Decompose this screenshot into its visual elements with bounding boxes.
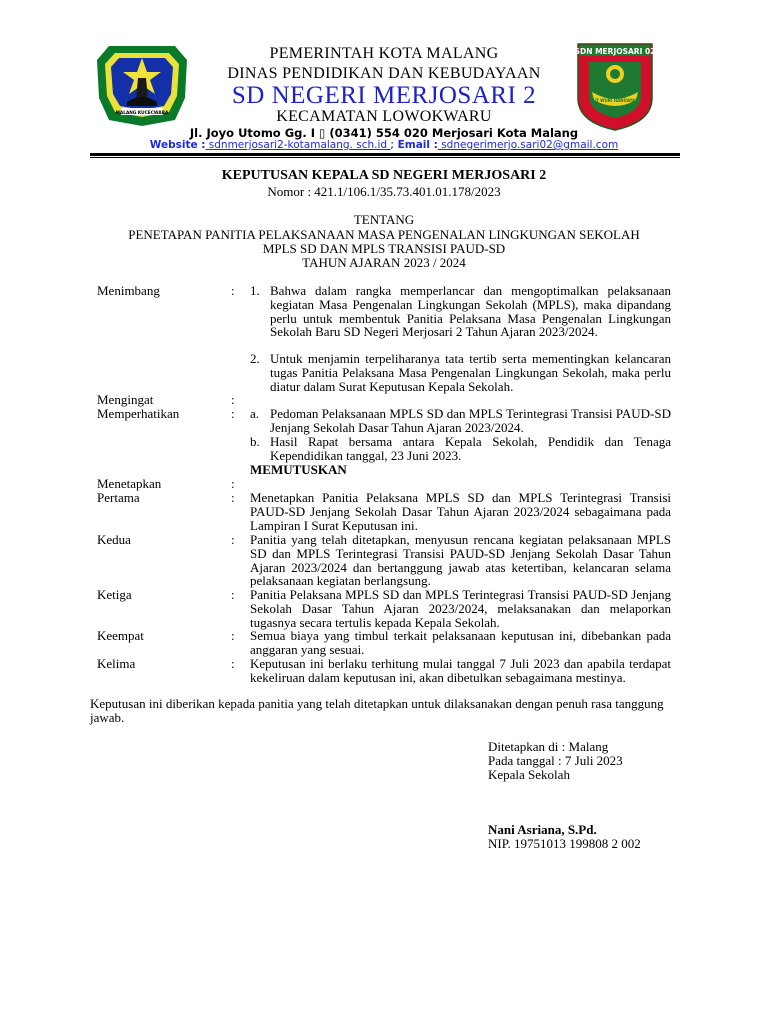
closing-statement: Keputusan ini diberikan kepada panitia yang telah ditetapkan untuk dilaksanakan dengan penuh rasa tanggung jawab. bbox=[90, 696, 664, 725]
memperhatikan-item-b: Hasil Rapat bersama antara Kepala Sekolah, Pendidik dan Tenaga Kependidikan tanggal, 23 Juni 2023. bbox=[270, 434, 671, 463]
item-number: 2. bbox=[250, 351, 260, 366]
signature-place: Ditetapkan di : Malang bbox=[488, 739, 609, 754]
colon: : bbox=[231, 406, 235, 421]
svg-text:SDN MERJOSARI 02: SDN MERJOSARI 02 bbox=[574, 47, 656, 56]
email-label: Email : bbox=[393, 139, 438, 151]
label-kedua: Kedua bbox=[97, 532, 131, 547]
header-rule-thick bbox=[90, 153, 680, 156]
pertama-text: Menetapkan Panitia Pelaksana MPLS SD dan MPLS Terintegrasi Transisi PAUD-SD Jenjang Sekolah Dasar Tahun Ajaran 2023/2024 sebagaimana pada Lampiran I Surat Keputusan ini. bbox=[250, 490, 671, 533]
signatory-nip: NIP. 19751013 199808 2 002 bbox=[488, 836, 641, 851]
colon: : bbox=[231, 587, 235, 602]
label-ketiga: Ketiga bbox=[97, 587, 132, 602]
decree-subject-line-2: MPLS SD DAN MPLS TRANSISI PAUD-SD bbox=[262, 241, 506, 256]
government-name: PEMERINTAH KOTA MALANG bbox=[269, 45, 499, 62]
item-letter: b. bbox=[250, 434, 260, 449]
contact-line bbox=[0, 139, 768, 151]
svg-text:TUT WURI HANDAYANI: TUT WURI HANDAYANI bbox=[590, 98, 640, 103]
colon: : bbox=[231, 656, 235, 671]
colon: : bbox=[231, 490, 235, 505]
item-letter: a. bbox=[250, 406, 260, 421]
colon: : bbox=[231, 283, 235, 298]
svg-text:MALANG KUCECWARA: MALANG KUCECWARA bbox=[115, 111, 169, 116]
colon: : bbox=[231, 532, 235, 547]
website-link[interactable]: sdnmerjosari2-kotamalang. sch.id bbox=[205, 139, 391, 151]
label-pertama: Pertama bbox=[97, 490, 140, 505]
label-memperhatikan: Memperhatikan bbox=[97, 406, 180, 421]
label-mengingat: Mengingat bbox=[97, 392, 154, 407]
memperhatikan-item-a: Pedoman Pelaksanaan MPLS SD dan MPLS Terintegrasi Transisi PAUD-SD Jenjang Sekolah Dasar Tahun Ajaran 2023/2024. bbox=[270, 406, 671, 435]
memutuskan-heading: MEMUTUSKAN bbox=[250, 462, 347, 477]
menimbang-item-2: Untuk menjamin terpeliharanya tata tertib serta mementingkan kelancaran tugas Panitia Pelaksana Masa Pengenalan Lingkungan Sekolah, maka perlu diatur dalam Surat Keputusan Kepala Sekolah. bbox=[270, 351, 671, 394]
school-name: SD NEGERI MERJOSARI 2 bbox=[231, 82, 537, 109]
tentang-heading: TENTANG bbox=[353, 212, 415, 227]
label-menetapkan: Menetapkan bbox=[97, 476, 162, 491]
signatory-name: Nani Asriana, S.Pd. bbox=[488, 822, 597, 837]
decree-subject-line-3: TAHUN AJARAN 2023 / 2024 bbox=[302, 255, 466, 270]
department-name: DINAS PENDIDIKAN DAN KEBUDAYAAN bbox=[227, 65, 541, 82]
keempat-text: Semua biaya yang timbul terkait pelaksanaan keputusan ini, dibebankan pada anggaran yang sesuai. bbox=[250, 628, 671, 657]
decree-subject-line-1: PENETAPAN PANITIA PELAKSANAAN MASA PENGENALAN LINGKUNGAN SEKOLAH bbox=[128, 227, 640, 242]
menimbang-item-1: Bahwa dalam rangka memperlancar dan mengoptimalkan pelaksanaan kegiatan Masa Pengenalan Lingkungan Sekolah (MPLS), maka dipandang perlu untuk membentuk Panitia Pelaksana Masa Pengenalan Lingkungan Sekolah Baru SD Negeri Merjosari 2 Tahun Ajaran 2023/2024. bbox=[270, 283, 671, 340]
header-rule-thin bbox=[90, 157, 680, 158]
colon: : bbox=[231, 628, 235, 643]
kelima-text: Keputusan ini berlaku terhitung mulai tanggal 7 Juli 2023 dan apabila terdapat kekeliruan dalam keputusan ini, akan dibetulkan sebagaimana mestinya. bbox=[250, 656, 671, 685]
district-name: KECAMATAN LOWOKWARU bbox=[276, 108, 492, 125]
ketiga-text: Panitia Pelaksana MPLS SD dan MPLS Terintegrasi Transisi PAUD-SD Jenjang Sekolah Dasar Tahun Ajaran 2023/2024, melaksanakan dan melaporkan tugasnya secara tertulis kepada Kepala Sekolah. bbox=[250, 587, 671, 630]
kedua-text: Panitia yang telah ditetapkan, menyusun rencana kegiatan pelaksanaan MPLS SD dan MPLS Terintegrasi Transisi PAUD-SD Jenjang Sekolah Dasar Tahun Ajaran 2023/2024 dan bertanggung jawab atas ketertiban, kelancaran selama pelaksanaan kegiatan berlangsung. bbox=[250, 532, 671, 589]
label-keempat: Keempat bbox=[97, 628, 144, 643]
colon: : bbox=[231, 476, 235, 491]
decree-number: Nomor : 421.1/106.1/35.73.401.01.178/2023 bbox=[267, 184, 501, 199]
signature-date: Pada tanggal : 7 Juli 2023 bbox=[488, 753, 623, 768]
decree-title: KEPUTUSAN KEPALA SD NEGERI MERJOSARI 2 bbox=[221, 168, 547, 183]
item-number: 1. bbox=[250, 283, 260, 298]
label-menimbang: Menimbang bbox=[97, 283, 160, 298]
colon: : bbox=[231, 392, 235, 407]
school-address: Jl. Joyo Utomo Gg. I ▯ (0341) 554 020 Merjosari Kota Malang bbox=[189, 126, 579, 140]
signature-position: Kepala Sekolah bbox=[488, 767, 570, 782]
email-link[interactable]: sdnegerimerjo.sari02@gmail.com bbox=[437, 139, 619, 151]
website-label: Website : bbox=[149, 139, 206, 151]
contact-separator: ; bbox=[390, 139, 394, 151]
label-kelima: Kelima bbox=[97, 656, 136, 671]
